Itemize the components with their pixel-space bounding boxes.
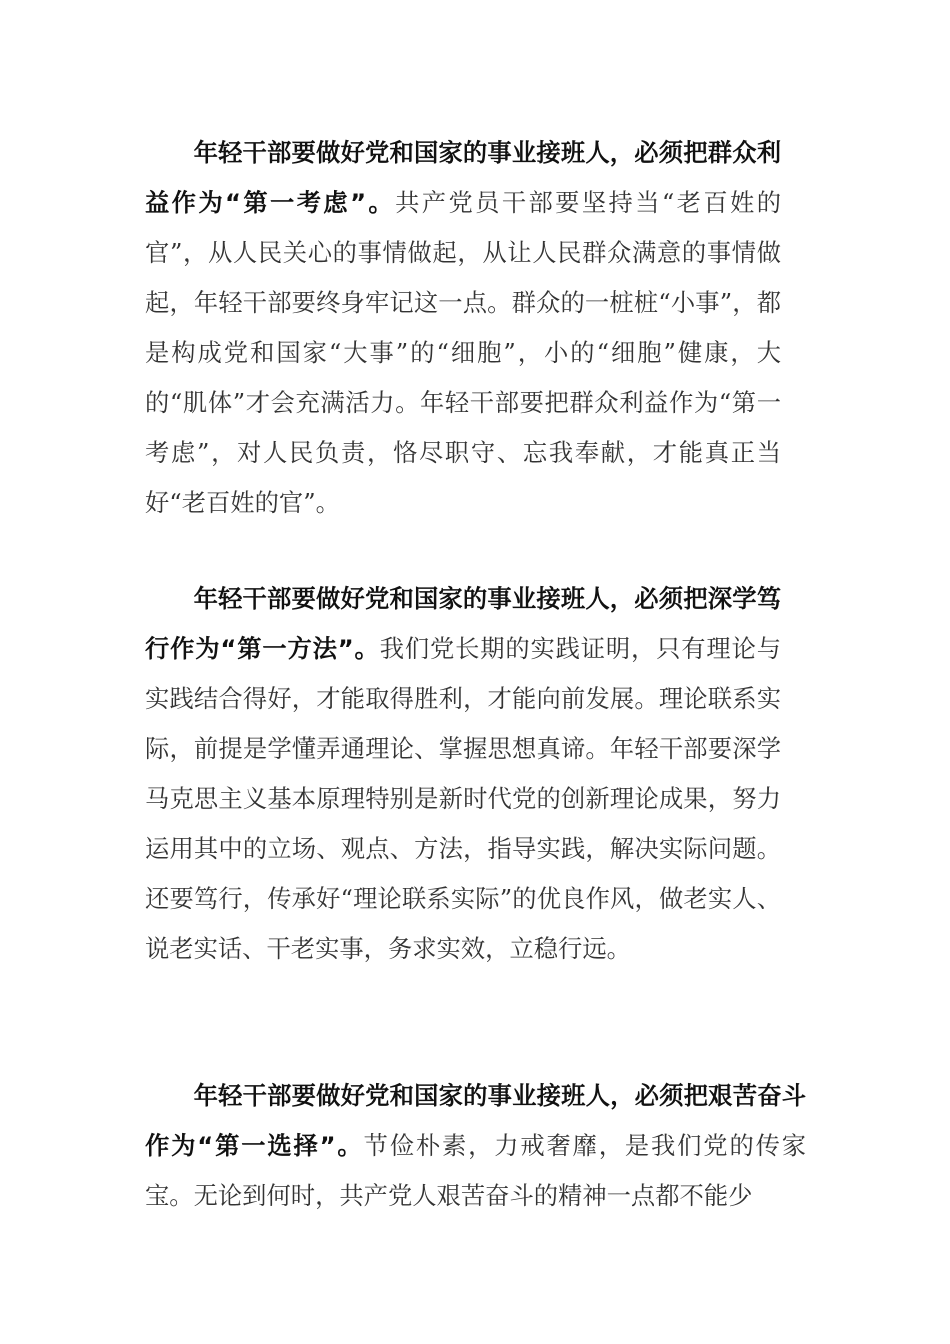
paragraph-1-body: 共产党员干部要坚持当“老百姓的官”，从人民关心的事情做起，从让人民群众满意的事情做起，年轻干部要终身牢记这一点。群众的一桩桩“小事”，都是构成党和国家“大事”的“细胞”，小的“细胞”健康，大的“肌体”才会充满活力。年轻干部要把群众利益作为“第一考虑”，对人民负责，恪尽职守、忘我奉献，才能真正当好“老百姓的官”。 — [145, 188, 781, 517]
paragraph-3 — [145, 1071, 806, 1221]
paragraph-2 — [145, 574, 781, 974]
paragraph-2-body: 我们党长期的实践证明，只有理论与实践结合得好，才能取得胜利，才能向前发展。理论联系实际，前提是学懂弄通理论、掌握思想真谛。年轻干部要深学马克思主义基本原理特别是新时代党的创新理论成果，努力运用其中的立场、观点、方法，指导实践，解决实际问题。还要笃行，传承好“理论联系实际”的优良作风，做老实人、说老实话、干老实事，务求实效，立稳行远。 — [145, 634, 781, 963]
paragraph-3-lead: 年轻干部要做好党和国家的事业接班人，必须把艰苦奋斗作为“第一选择”。 — [145, 1081, 806, 1160]
paragraph-3-body: 节俭朴素，力戒奢靡，是我们党的传家宝。无论到何时，共产党人艰苦奋斗的精神一点都不能少 — [145, 1131, 807, 1210]
paragraph-2-lead: 年轻干部要做好党和国家的事业接班人，必须把深学笃行作为“第一方法”。 — [145, 584, 781, 663]
paragraph-1-lead: 年轻干部要做好党和国家的事业接班人，必须把群众利益作为“第一考虑”。 — [145, 138, 781, 217]
paragraph-1 — [145, 128, 781, 528]
